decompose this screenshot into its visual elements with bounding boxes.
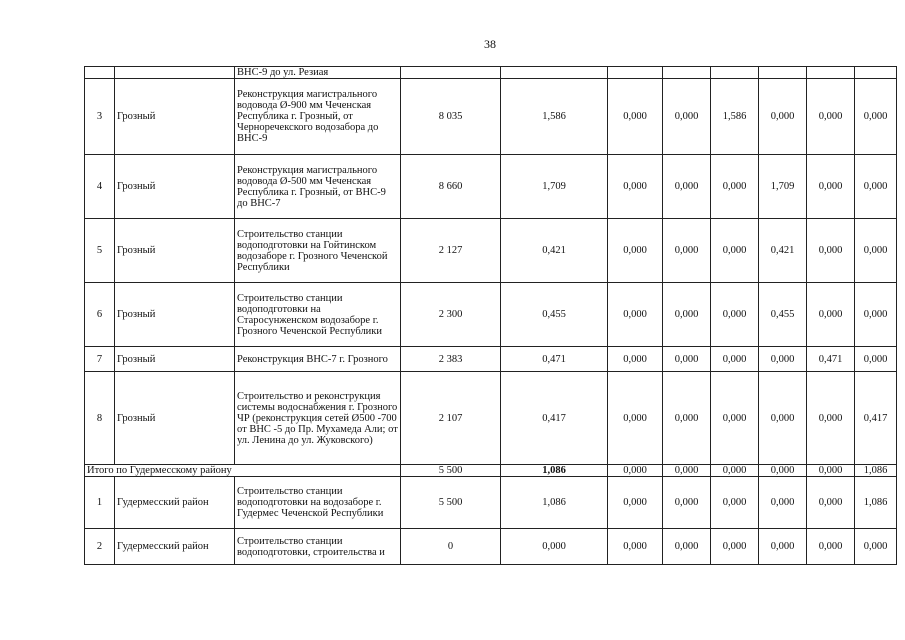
row-number: 2 <box>85 529 115 565</box>
year-value-cell: 0,000 <box>608 219 663 283</box>
share-cell: 1,586 <box>501 79 608 155</box>
year-value-cell: 0,000 <box>711 283 759 347</box>
year-value-cell: 0,000 <box>759 372 807 465</box>
cost-cell: 2 300 <box>401 283 501 347</box>
share-cell: 1,086 <box>501 465 608 477</box>
year-value-cell: 1,709 <box>759 155 807 219</box>
year-value-cell: 0,000 <box>855 79 897 155</box>
table-row <box>85 529 897 565</box>
year-value-cell: 0,000 <box>663 529 711 565</box>
row-number: 4 <box>85 155 115 219</box>
description-cell: Строительство станции водоподготовки на водозаборе г. Гудермес Чеченской Республики <box>235 477 401 529</box>
cost-cell: 8 660 <box>401 155 501 219</box>
row-number: 6 <box>85 283 115 347</box>
district-cell: Гудермесский район <box>115 477 235 529</box>
investment-table <box>84 66 897 565</box>
description-cell: Строительство и реконструкция системы водоснабжения г. Грозного ЧР (реконструкция сетей Ø500 -700 от ВНС -5 до Пр. Мухамеда Али; от ул. Ленина до ул. Жуковского) <box>235 372 401 465</box>
year-value-cell: 0,000 <box>711 477 759 529</box>
year-value-cell: 0,000 <box>855 529 897 565</box>
year-value-cell: 0,000 <box>663 283 711 347</box>
year-value-cell: 0,000 <box>711 219 759 283</box>
year-value-cell: 0,000 <box>759 465 807 477</box>
year-value-cell: 0,000 <box>807 155 855 219</box>
year-value-cell: 0,000 <box>807 465 855 477</box>
year-value-cell: 0,000 <box>663 79 711 155</box>
share-cell: 1,086 <box>501 477 608 529</box>
year-value-cell: 0,000 <box>608 347 663 372</box>
district-cell: Грозный <box>115 372 235 465</box>
year-value-cell: 0,000 <box>807 79 855 155</box>
year-value-cell <box>608 67 663 79</box>
table-row <box>85 155 897 219</box>
share-cell: 0,417 <box>501 372 608 465</box>
year-value-cell: 0,000 <box>608 529 663 565</box>
year-value-cell: 0,000 <box>608 155 663 219</box>
year-value-cell: 1,086 <box>855 477 897 529</box>
year-value-cell: 0,000 <box>663 477 711 529</box>
district-cell: Грозный <box>115 347 235 372</box>
year-value-cell: 0,000 <box>663 347 711 372</box>
row-number: 8 <box>85 372 115 465</box>
row-number <box>85 67 115 79</box>
share-cell: 0,421 <box>501 219 608 283</box>
description-cell: Реконструкция ВНС-7 г. Грозного <box>235 347 401 372</box>
year-value-cell: 0,000 <box>663 155 711 219</box>
year-value-cell: 0,000 <box>807 283 855 347</box>
year-value-cell: 0,000 <box>855 155 897 219</box>
year-value-cell: 0,000 <box>759 529 807 565</box>
year-value-cell: 0,000 <box>759 347 807 372</box>
year-value-cell: 0,000 <box>711 465 759 477</box>
share-cell: 0,455 <box>501 283 608 347</box>
row-number: 7 <box>85 347 115 372</box>
description-cell: Строительство станции водоподготовки, строительства и <box>235 529 401 565</box>
district-cell: Грозный <box>115 155 235 219</box>
year-value-cell: 0,000 <box>711 529 759 565</box>
district-cell: Грозный <box>115 283 235 347</box>
total-row <box>85 465 897 477</box>
year-value-cell <box>855 67 897 79</box>
year-value-cell: 0,000 <box>711 155 759 219</box>
cost-cell: 2 127 <box>401 219 501 283</box>
year-value-cell: 0,000 <box>663 372 711 465</box>
cost-cell: 5 500 <box>401 465 501 477</box>
share-cell: 0,000 <box>501 529 608 565</box>
description-cell: Строительство станции водоподготовки на Гойтинском водозаборе г. Грозного Чеченской Республики <box>235 219 401 283</box>
table-row <box>85 283 897 347</box>
year-value-cell: 0,000 <box>608 477 663 529</box>
district-cell: Грозный <box>115 79 235 155</box>
cost-cell: 8 035 <box>401 79 501 155</box>
year-value-cell: 0,421 <box>759 219 807 283</box>
year-value-cell <box>807 67 855 79</box>
cost-cell: 2 383 <box>401 347 501 372</box>
description-cell: ВНС-9 до ул. Резиая <box>235 67 401 79</box>
year-value-cell: 0,417 <box>855 372 897 465</box>
share-cell: 1,709 <box>501 155 608 219</box>
year-value-cell: 1,586 <box>711 79 759 155</box>
year-value-cell: 0,000 <box>807 529 855 565</box>
year-value-cell: 0,000 <box>807 219 855 283</box>
year-value-cell: 0,000 <box>807 477 855 529</box>
year-value-cell: 0,000 <box>855 347 897 372</box>
year-value-cell: 0,000 <box>711 347 759 372</box>
description-cell: Реконструкция магистрального водовода Ø-500 мм Чеченская Республика г. Грозный, от ВНС-9 до ВНС-7 <box>235 155 401 219</box>
year-value-cell: 0,000 <box>608 372 663 465</box>
year-value-cell: 0,000 <box>663 465 711 477</box>
year-value-cell <box>759 67 807 79</box>
year-value-cell: 0,000 <box>855 283 897 347</box>
year-value-cell <box>663 67 711 79</box>
description-cell: Строительство станции водоподготовки на Старосунженском водозаборе г. Грозного Чеченской Республики <box>235 283 401 347</box>
table-row <box>85 372 897 465</box>
share-cell <box>501 67 608 79</box>
row-number: 5 <box>85 219 115 283</box>
year-value-cell: 0,000 <box>855 219 897 283</box>
table-row <box>85 219 897 283</box>
year-value-cell: 0,000 <box>711 372 759 465</box>
year-value-cell <box>711 67 759 79</box>
table-row <box>85 67 897 79</box>
year-value-cell: 0,000 <box>759 477 807 529</box>
year-value-cell: 0,455 <box>759 283 807 347</box>
row-number: 1 <box>85 477 115 529</box>
year-value-cell: 0,471 <box>807 347 855 372</box>
year-value-cell: 0,000 <box>807 372 855 465</box>
cost-cell: 2 107 <box>401 372 501 465</box>
cost-cell: 5 500 <box>401 477 501 529</box>
district-cell: Гудермесский район <box>115 529 235 565</box>
description-cell: Реконструкция магистрального водовода Ø-900 мм Чеченская Республика г. Грозный, от Черноречекского водозабора до ВНС-9 <box>235 79 401 155</box>
table-row <box>85 347 897 372</box>
total-label: Итого по Гудермесскому району <box>85 465 401 477</box>
year-value-cell: 0,000 <box>608 79 663 155</box>
year-value-cell: 0,000 <box>608 283 663 347</box>
row-number: 3 <box>85 79 115 155</box>
year-value-cell: 1,086 <box>855 465 897 477</box>
cost-cell <box>401 67 501 79</box>
cost-cell: 0 <box>401 529 501 565</box>
year-value-cell: 0,000 <box>608 465 663 477</box>
table-row <box>85 79 897 155</box>
district-cell: Грозный <box>115 219 235 283</box>
district-cell <box>115 67 235 79</box>
year-value-cell: 0,000 <box>663 219 711 283</box>
page-number: 38 <box>484 37 496 51</box>
table-row <box>85 477 897 529</box>
share-cell: 0,471 <box>501 347 608 372</box>
year-value-cell: 0,000 <box>759 79 807 155</box>
